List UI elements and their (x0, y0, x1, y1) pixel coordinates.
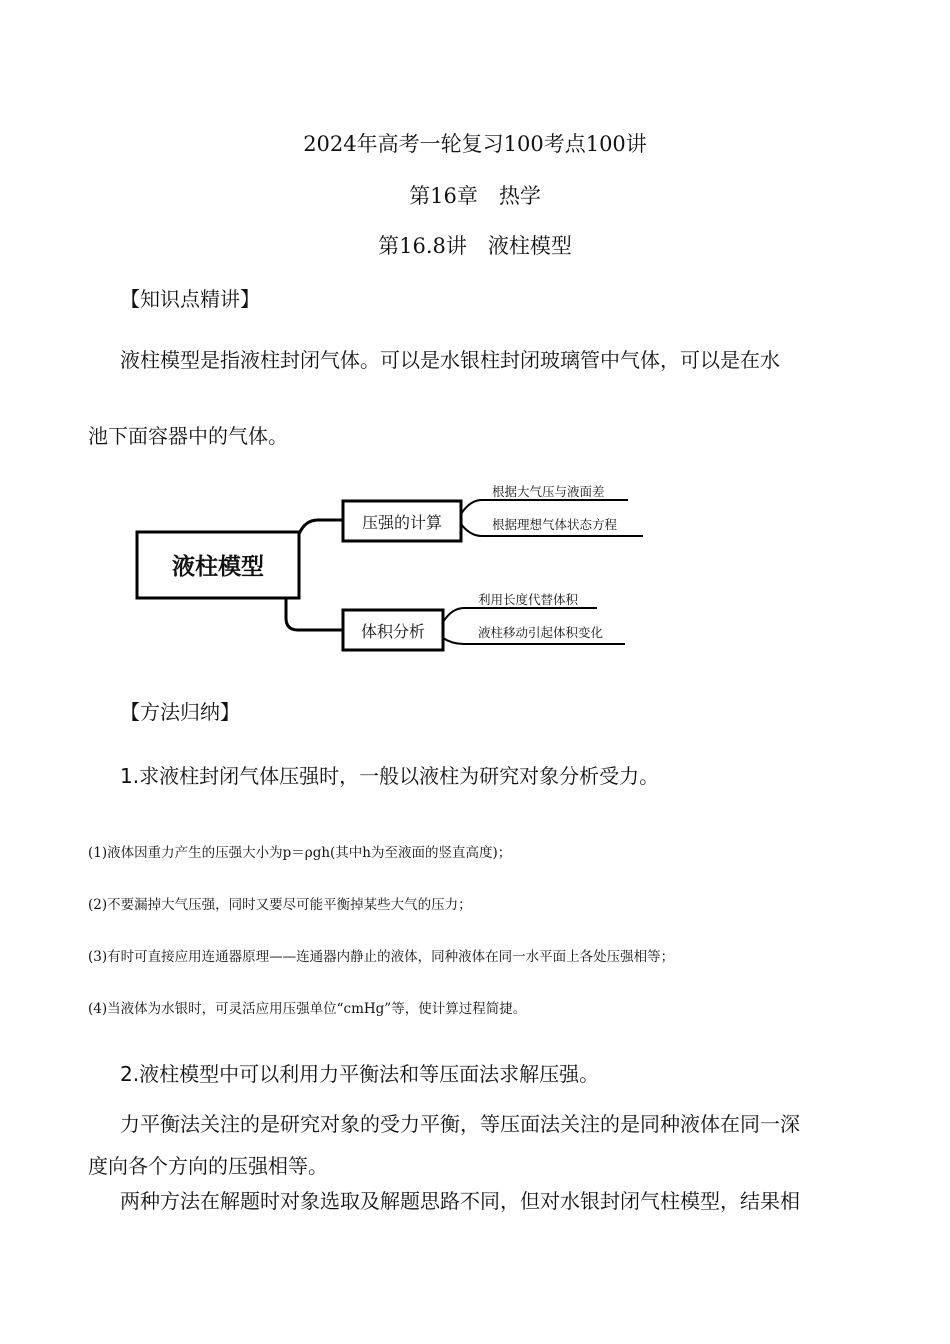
branch1-label: 压强的计算 (361, 513, 443, 532)
method-heading: 【方法归纳】 (120, 700, 240, 724)
paragraph-two-methods-line1: 两种方法在解题时对象选取及解题思路不同，但对水银封闭气柱模型，结果相 (120, 1189, 800, 1213)
method-item1-text: 求液柱封闭气体压强时，一般以液柱为研究对象分析受力。 (139, 764, 660, 788)
chapter-title: 第16章 热学 (409, 184, 541, 208)
knowledge-heading: 【知识点精讲】 (120, 287, 260, 311)
leaf2-label: 根据理想气体状态方程 (492, 517, 618, 532)
knowledge-paragraph-line2: 池下面容器中的气体。 (88, 424, 288, 448)
leaf4-label: 液柱移动引起体积变化 (478, 625, 604, 640)
connector-branch1 (299, 520, 343, 534)
method-item1-number: 1. (120, 764, 140, 788)
mindmap-root-label: 液柱模型 (172, 554, 264, 580)
lecture-title: 第16.8讲 液柱模型 (378, 234, 572, 258)
paragraph-force-balance-line1: 力平衡法关注的是研究对象的受力平衡，等压面法关注的是同种液体在同一深 (120, 1112, 800, 1136)
method-item2-text: 液柱模型中可以利用力平衡法和等压面法求解压强。 (139, 1062, 600, 1086)
branch2-label: 体积分析 (360, 622, 426, 641)
leaf3-label: 利用长度代替体积 (478, 592, 579, 607)
mindmap-diagram (0, 470, 950, 660)
method-item2 (120, 1058, 599, 1087)
method-sub-item-3: (3)有时可直接应用连通器原理——连通器内静止的液体，同种液体在同一水平面上各处压强相等； (88, 949, 675, 965)
leaf1-label: 根据大气压与液面差 (492, 484, 605, 499)
paragraph-force-balance-line2: 度向各个方向的压强相等。 (88, 1154, 328, 1178)
knowledge-paragraph-line1: 液柱模型是指液柱封闭气体。可以是水银柱封闭玻璃管中气体，可以是在水 (120, 348, 780, 372)
document-title: 2024年高考一轮复习100考点100讲 (303, 132, 647, 156)
method-sub-item-2: (2)不要漏掉大气压强，同时又要尽可能平衡掉某些大气的压力； (88, 897, 472, 913)
method-item2-number: 2. (120, 1062, 140, 1086)
method-item1 (120, 760, 659, 789)
leaf1-line (461, 500, 628, 514)
method-sub-item-1: (1)液体因重力产生的压强大小为p＝ρgh(其中h为至液面的竖直高度)； (88, 845, 512, 861)
connector-branch2 (286, 598, 343, 630)
leaf3-line (443, 608, 597, 622)
method-sub-item-4: (4)当液体为水银时，可灵活应用压强单位“cmHg”等，使计算过程简捷。 (88, 1001, 527, 1017)
